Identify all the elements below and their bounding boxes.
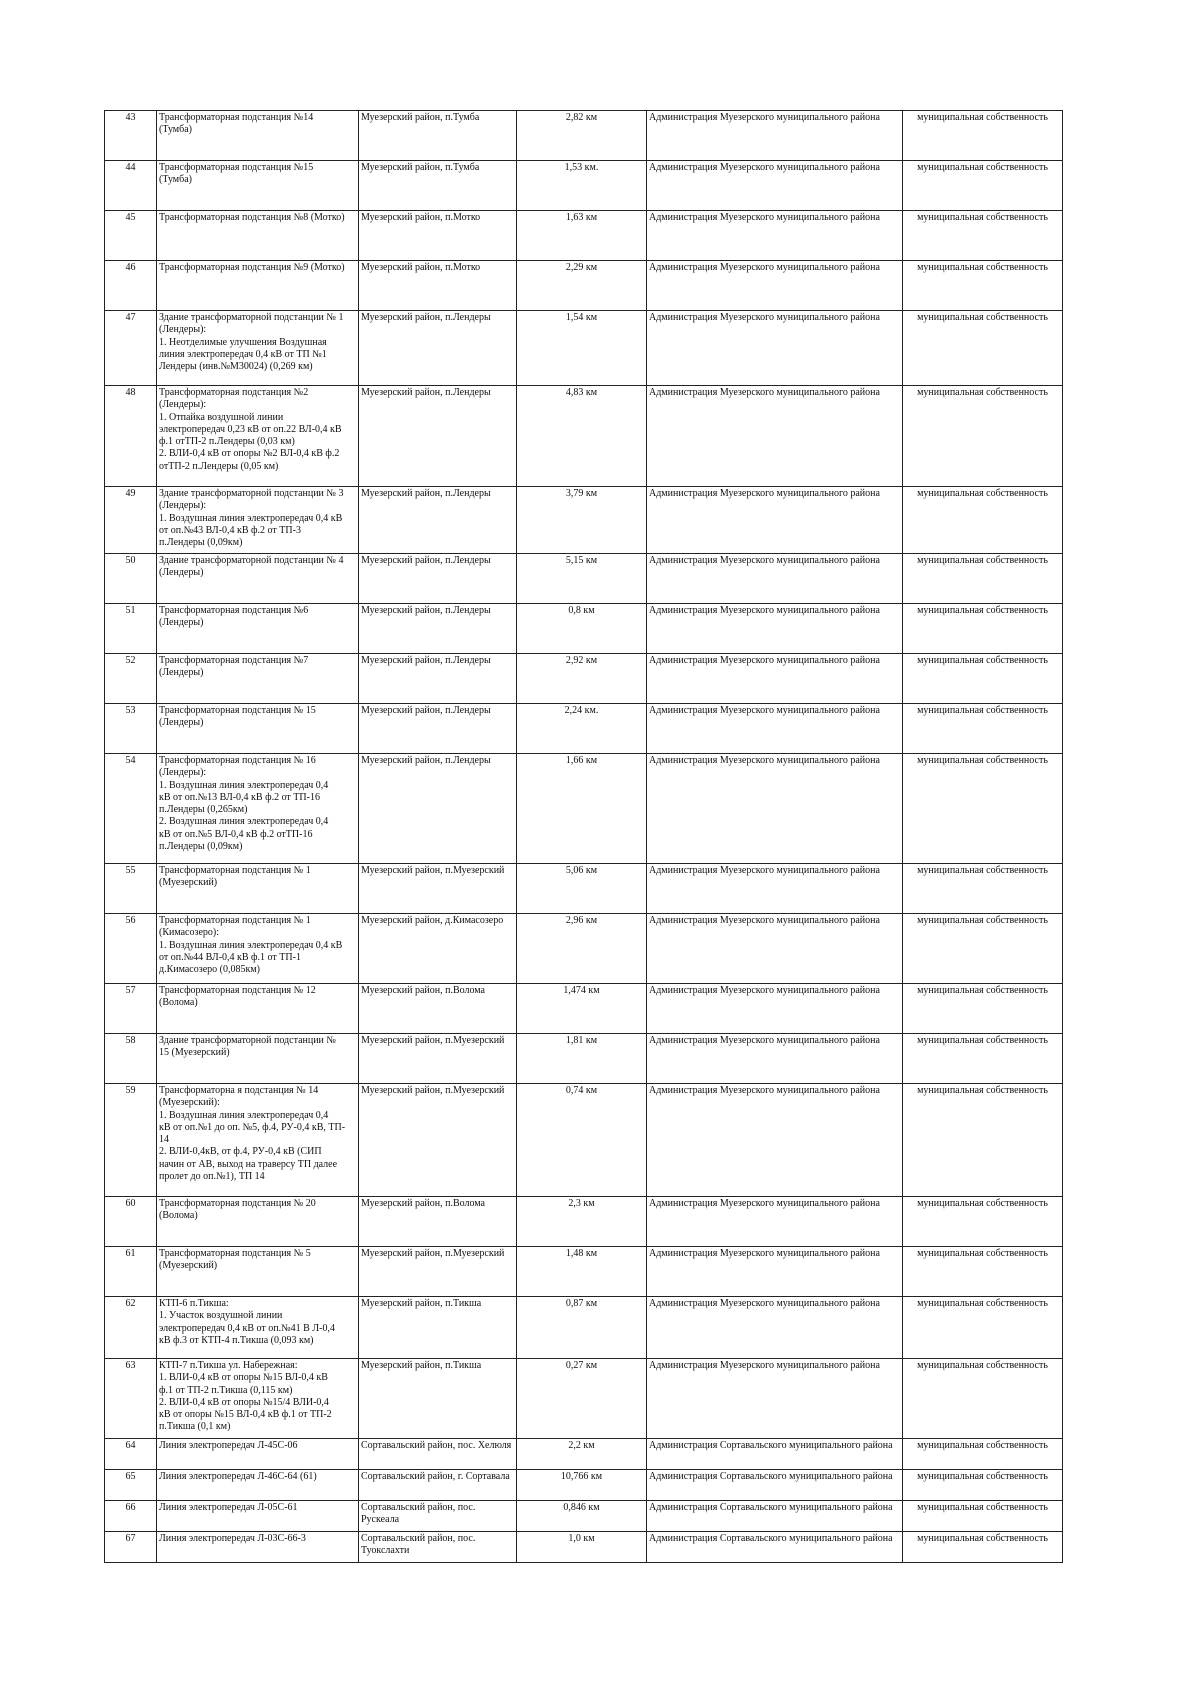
object-name-line: Линия электропередач Л-03С-66-3 bbox=[159, 1533, 306, 1544]
row-number: 45 bbox=[105, 211, 157, 261]
right-holder: Администрация Муезерского муниципального района bbox=[647, 914, 903, 984]
row-number: 58 bbox=[105, 1034, 157, 1084]
object-address: Муезерский район, п.Лендеры bbox=[359, 386, 517, 487]
object-name-line: 1. Участок воздушной линии bbox=[159, 1310, 283, 1322]
object-length: 2,82 км bbox=[517, 111, 647, 161]
object-name-line: (Муезерский) bbox=[159, 1260, 218, 1272]
object-address: Муезерский район, п.Лендеры bbox=[359, 754, 517, 864]
row-number: 46 bbox=[105, 261, 157, 311]
object-length: 1,53 км. bbox=[517, 161, 647, 211]
object-length: 2,24 км. bbox=[517, 704, 647, 754]
object-name-line: 2. ВЛИ-0,4 кВ от опоры №2 ВЛ-0,4 кВ ф.2 bbox=[159, 448, 340, 460]
object-length: 1,81 км bbox=[517, 1034, 647, 1084]
object-name bbox=[157, 161, 359, 211]
object-name-line: п.Лендеры (0,09км) bbox=[159, 537, 243, 549]
object-name bbox=[157, 984, 359, 1034]
object-name-line: 1. Воздушная линия электропередач 0,4 bbox=[159, 779, 329, 791]
row-number: 55 bbox=[105, 864, 157, 914]
object-name-line: кВ от оп.№1 до оп. №5, ф.4, РУ-0,4 кВ, ТП- bbox=[159, 1121, 346, 1133]
object-name-line: 2. Воздушная линия электропередач 0,4 bbox=[159, 816, 329, 828]
row-number: 52 bbox=[105, 654, 157, 704]
ownership-type: муниципальная собственность bbox=[903, 554, 1063, 604]
object-length: 1,474 км bbox=[517, 984, 647, 1034]
object-name-line: Здание трансформаторной подстанции № 4 bbox=[159, 555, 344, 566]
object-name-line: 2. ВЛИ-0,4кВ, от ф.4, РУ-0,4 кВ (СИП bbox=[159, 1146, 322, 1158]
object-address: Сортавальский район, пос. Туокслахти bbox=[359, 1532, 517, 1563]
object-name-line: Лендеры (инв.№М30024) (0,269 км) bbox=[159, 361, 313, 373]
object-name-line: (Муезерский): bbox=[159, 1097, 220, 1109]
object-name-line: (Лендеры) bbox=[159, 567, 204, 579]
table-row bbox=[105, 864, 1063, 914]
table-row bbox=[105, 211, 1063, 261]
row-number: 50 bbox=[105, 554, 157, 604]
object-length: 0,27 км bbox=[517, 1359, 647, 1439]
object-address: Муезерский район, п.Мотко bbox=[359, 261, 517, 311]
object-name-line: Трансформаторная подстанция № 15 bbox=[159, 705, 316, 716]
row-number: 48 bbox=[105, 386, 157, 487]
object-name-line: (Волома) bbox=[159, 997, 198, 1009]
table-row bbox=[105, 1247, 1063, 1297]
ownership-type: муниципальная собственность bbox=[903, 984, 1063, 1034]
object-address: Сортавальский район, пос. Рускеала bbox=[359, 1501, 517, 1532]
object-name-line: кВ от оп.№13 ВЛ-0,4 кВ ф.2 от ТП-16 bbox=[159, 791, 320, 803]
object-name-line: д.Кимасозеро (0,085км) bbox=[159, 964, 260, 976]
object-name-line: п.Лендеры (0,265км) bbox=[159, 804, 248, 816]
object-name bbox=[157, 864, 359, 914]
object-name-line: Трансформаторная подстанция №14 bbox=[159, 112, 314, 123]
object-length: 4,83 км bbox=[517, 386, 647, 487]
row-number: 57 bbox=[105, 984, 157, 1034]
right-holder: Администрация Муезерского муниципального района bbox=[647, 211, 903, 261]
object-name bbox=[157, 487, 359, 554]
table-row bbox=[105, 311, 1063, 386]
object-name bbox=[157, 211, 359, 261]
object-name bbox=[157, 1197, 359, 1247]
row-number: 67 bbox=[105, 1532, 157, 1563]
right-holder: Администрация Муезерского муниципального района bbox=[647, 864, 903, 914]
object-name bbox=[157, 111, 359, 161]
object-name-line: (Лендеры): bbox=[159, 324, 207, 336]
ownership-type: муниципальная собственность bbox=[903, 386, 1063, 487]
object-name-line: Линия электропередач Л-45С-06 bbox=[159, 1440, 298, 1451]
object-name bbox=[157, 1359, 359, 1439]
object-name bbox=[157, 554, 359, 604]
ownership-type: муниципальная собственность bbox=[903, 1297, 1063, 1359]
object-name-line: Линия электропередач Л-46С-64 (61) bbox=[159, 1471, 317, 1482]
object-address: Муезерский район, п.Лендеры bbox=[359, 654, 517, 704]
row-number: 51 bbox=[105, 604, 157, 654]
object-name-line: 1. Воздушная линия электропередач 0,4 bbox=[159, 1109, 329, 1121]
ownership-type: муниципальная собственность bbox=[903, 1501, 1063, 1532]
object-length: 2,29 км bbox=[517, 261, 647, 311]
table-row bbox=[105, 704, 1063, 754]
object-name-line: Трансформаторная подстанция №2 bbox=[159, 387, 309, 398]
object-name-line: Здание трансформаторной подстанции № 1 bbox=[159, 312, 344, 323]
ownership-type: муниципальная собственность bbox=[903, 261, 1063, 311]
row-number: 66 bbox=[105, 1501, 157, 1532]
table-row bbox=[105, 1197, 1063, 1247]
object-name bbox=[157, 604, 359, 654]
row-number: 65 bbox=[105, 1470, 157, 1501]
row-number: 47 bbox=[105, 311, 157, 386]
object-name-line: Линия электропередач Л-05С-61 bbox=[159, 1502, 298, 1513]
table-row bbox=[105, 1501, 1063, 1532]
table-row bbox=[105, 161, 1063, 211]
object-name-line: Здание трансформаторной подстанции № 3 bbox=[159, 488, 344, 499]
object-name-line: Трансформаторная подстанция № 12 bbox=[159, 985, 316, 996]
table-row bbox=[105, 604, 1063, 654]
ownership-type: муниципальная собственность bbox=[903, 1532, 1063, 1563]
object-name bbox=[157, 386, 359, 487]
object-address: Муезерский район, п.Волома bbox=[359, 1197, 517, 1247]
object-address: Муезерский район, п.Лендеры bbox=[359, 487, 517, 554]
object-name-line: ф.1 отТП-2 п.Лендеры (0,03 км) bbox=[159, 436, 295, 448]
row-number: 43 bbox=[105, 111, 157, 161]
right-holder: Администрация Муезерского муниципального района bbox=[647, 261, 903, 311]
object-name-line: п.Лендеры (0,09км) bbox=[159, 841, 243, 853]
object-name-line: (Кимасозеро): bbox=[159, 927, 219, 939]
object-length: 2,2 км bbox=[517, 1439, 647, 1470]
object-name-line: пролет до оп.№1), ТП 14 bbox=[159, 1171, 265, 1183]
object-length: 0,846 км bbox=[517, 1501, 647, 1532]
object-name bbox=[157, 261, 359, 311]
table-row bbox=[105, 111, 1063, 161]
object-name-line: 15 (Муезерский) bbox=[159, 1047, 230, 1059]
object-name-line: 1. Воздушная линия электропередач 0,4 кВ bbox=[159, 512, 343, 524]
ownership-type: муниципальная собственность bbox=[903, 1470, 1063, 1501]
right-holder: Администрация Муезерского муниципального района bbox=[647, 754, 903, 864]
ownership-type: муниципальная собственность bbox=[903, 487, 1063, 554]
object-length: 3,79 км bbox=[517, 487, 647, 554]
object-address: Муезерский район, п.Муезерский bbox=[359, 1084, 517, 1197]
object-name-line: Трансформаторная подстанция №15 bbox=[159, 162, 314, 173]
object-name-line: Трансформаторная подстанция № 5 bbox=[159, 1248, 311, 1259]
object-name-line: (Лендеры): bbox=[159, 767, 207, 779]
object-length: 1,0 км bbox=[517, 1532, 647, 1563]
row-number: 59 bbox=[105, 1084, 157, 1197]
object-name-line: кВ ф.3 от КТП-4 п.Тикша (0,093 км) bbox=[159, 1334, 314, 1346]
object-length: 10,766 км bbox=[517, 1470, 647, 1501]
object-length: 1,63 км bbox=[517, 211, 647, 261]
object-name bbox=[157, 311, 359, 386]
object-name bbox=[157, 1439, 359, 1470]
right-holder: Администрация Сортавальского муниципального района bbox=[647, 1532, 903, 1563]
object-name-line: от оп.№44 ВЛ-0,4 кВ ф.1 от ТП-1 bbox=[159, 951, 301, 963]
right-holder: Администрация Муезерского муниципального района bbox=[647, 311, 903, 386]
ownership-type: муниципальная собственность bbox=[903, 311, 1063, 386]
object-name bbox=[157, 1084, 359, 1197]
object-name bbox=[157, 704, 359, 754]
right-holder: Администрация Сортавальского муниципального района bbox=[647, 1470, 903, 1501]
right-holder: Администрация Муезерского муниципального района bbox=[647, 386, 903, 487]
object-name-line: Трансформаторная подстанция №6 bbox=[159, 605, 309, 616]
ownership-type: муниципальная собственность bbox=[903, 211, 1063, 261]
object-name-line: Трансформаторная подстанция №9 (Мотко) bbox=[159, 262, 345, 273]
table-row bbox=[105, 1532, 1063, 1563]
object-length: 5,06 км bbox=[517, 864, 647, 914]
property-registry-table bbox=[104, 110, 1063, 1563]
object-name-line: 1. Отпайка воздушной линии bbox=[159, 411, 284, 423]
object-address: Муезерский район, п.Лендеры bbox=[359, 604, 517, 654]
row-number: 54 bbox=[105, 754, 157, 864]
object-name-line: Трансформаторная подстанция № 1 bbox=[159, 915, 311, 926]
object-name-line: кВ от опоры №15 ВЛ-0,4 кВ ф.1 от ТП-2 bbox=[159, 1409, 332, 1421]
ownership-type: муниципальная собственность bbox=[903, 111, 1063, 161]
object-name-line: 1. ВЛИ-0,4 кВ от опоры №15 ВЛ-0,4 кВ bbox=[159, 1372, 328, 1384]
right-holder: Администрация Муезерского муниципального района bbox=[647, 487, 903, 554]
object-name-line: Трансформаторная подстанция № 1 bbox=[159, 865, 311, 876]
object-length: 1,54 км bbox=[517, 311, 647, 386]
object-name-line: КТП-7 п.Тикша ул. Набережная: bbox=[159, 1360, 298, 1371]
table-row bbox=[105, 1470, 1063, 1501]
ownership-type: муниципальная собственность bbox=[903, 704, 1063, 754]
object-name bbox=[157, 1470, 359, 1501]
object-length: 2,96 км bbox=[517, 914, 647, 984]
row-number: 60 bbox=[105, 1197, 157, 1247]
ownership-type: муниципальная собственность bbox=[903, 1034, 1063, 1084]
object-name-line: линия электропередач 0,4 кВ от ТП №1 bbox=[159, 348, 327, 360]
right-holder: Администрация Сортавальского муниципального района bbox=[647, 1501, 903, 1532]
right-holder: Администрация Муезерского муниципального района bbox=[647, 111, 903, 161]
right-holder: Администрация Муезерского муниципального района bbox=[647, 161, 903, 211]
ownership-type: муниципальная собственность bbox=[903, 1197, 1063, 1247]
object-name-line: Трансформаторная подстанция №7 bbox=[159, 655, 309, 666]
registry-body bbox=[105, 111, 1063, 1563]
object-name-line: (Тумба) bbox=[159, 124, 192, 136]
object-name-line: п.Тикша (0,1 км) bbox=[159, 1421, 231, 1433]
object-length: 1,66 км bbox=[517, 754, 647, 864]
table-row bbox=[105, 754, 1063, 864]
object-length: 1,48 км bbox=[517, 1247, 647, 1297]
table-row bbox=[105, 1034, 1063, 1084]
object-address: Муезерский район, п.Муезерский bbox=[359, 1034, 517, 1084]
object-address: Муезерский район, п.Тикша bbox=[359, 1359, 517, 1439]
table-row bbox=[105, 914, 1063, 984]
right-holder: Администрация Муезерского муниципального района bbox=[647, 1197, 903, 1247]
object-name-line: от оп.№43 ВЛ-0,4 кВ ф.2 от ТП-3 bbox=[159, 524, 301, 536]
right-holder: Администрация Муезерского муниципального района bbox=[647, 554, 903, 604]
row-number: 64 bbox=[105, 1439, 157, 1470]
object-name bbox=[157, 1532, 359, 1563]
object-name-line: 2. ВЛИ-0,4 кВ от опоры №15/4 ВЛИ-0,4 bbox=[159, 1396, 329, 1408]
object-name-line: КТП-6 п.Тикша: bbox=[159, 1298, 229, 1309]
object-length: 2,92 км bbox=[517, 654, 647, 704]
object-name-line: отТП-2 п.Лендеры (0,05 км) bbox=[159, 460, 279, 472]
object-name-line: Здание трансформаторной подстанции № bbox=[159, 1035, 336, 1046]
right-holder: Администрация Сортавальского муниципального района bbox=[647, 1439, 903, 1470]
object-name bbox=[157, 1501, 359, 1532]
object-name-line: 14 bbox=[159, 1134, 169, 1146]
table-row bbox=[105, 1439, 1063, 1470]
row-number: 53 bbox=[105, 704, 157, 754]
right-holder: Администрация Муезерского муниципального района bbox=[647, 984, 903, 1034]
object-name-line: ф.1 от ТП-2 п.Тикша (0,115 км) bbox=[159, 1384, 293, 1396]
object-name-line: начин от АВ, выход на траверсу ТП далее bbox=[159, 1158, 338, 1170]
object-name-line: Трансформаторная подстанция № 16 bbox=[159, 755, 316, 766]
right-holder: Администрация Муезерского муниципального района bbox=[647, 1084, 903, 1197]
object-name bbox=[157, 654, 359, 704]
object-length: 0,87 км bbox=[517, 1297, 647, 1359]
ownership-type: муниципальная собственность bbox=[903, 864, 1063, 914]
row-number: 49 bbox=[105, 487, 157, 554]
object-name-line: (Лендеры) bbox=[159, 667, 204, 679]
object-address: Муезерский район, п.Мотко bbox=[359, 211, 517, 261]
right-holder: Администрация Муезерского муниципального района bbox=[647, 654, 903, 704]
object-address: Муезерский район, п.Лендеры bbox=[359, 704, 517, 754]
object-address: Муезерский район, п.Муезерский bbox=[359, 864, 517, 914]
table-row bbox=[105, 1359, 1063, 1439]
right-holder: Администрация Муезерского муниципального района bbox=[647, 1297, 903, 1359]
object-name-line: (Лендеры): bbox=[159, 399, 207, 411]
object-name-line: электропередач 0,4 кВ от оп.№41 В Л-0,4 bbox=[159, 1322, 335, 1334]
object-address: Муезерский район, п.Лендеры bbox=[359, 554, 517, 604]
object-name bbox=[157, 1247, 359, 1297]
object-name bbox=[157, 1297, 359, 1359]
ownership-type: муниципальная собственность bbox=[903, 1439, 1063, 1470]
object-address: Муезерский район, п.Лендеры bbox=[359, 311, 517, 386]
object-name-line: (Лендеры): bbox=[159, 500, 207, 512]
object-address: Сортавальский район, г. Сортавала bbox=[359, 1470, 517, 1501]
ownership-type: муниципальная собственность bbox=[903, 914, 1063, 984]
right-holder: Администрация Муезерского муниципального района bbox=[647, 1034, 903, 1084]
table-row bbox=[105, 386, 1063, 487]
object-name-line: (Волома) bbox=[159, 1210, 198, 1222]
object-name-line: 1. Воздушная линия электропередач 0,4 кВ bbox=[159, 939, 343, 951]
object-address: Муезерский район, д.Кимасозеро bbox=[359, 914, 517, 984]
table-row bbox=[105, 554, 1063, 604]
row-number: 56 bbox=[105, 914, 157, 984]
object-name-line: (Лендеры) bbox=[159, 717, 204, 729]
right-holder: Администрация Муезерского муниципального района bbox=[647, 704, 903, 754]
ownership-type: муниципальная собственность bbox=[903, 654, 1063, 704]
object-address: Сортавальский район, пос. Хелюля bbox=[359, 1439, 517, 1470]
object-name-line: (Лендеры) bbox=[159, 617, 204, 629]
row-number: 63 bbox=[105, 1359, 157, 1439]
object-name bbox=[157, 914, 359, 984]
object-name-line: кВ от оп.№5 ВЛ-0,4 кВ ф.2 отТП-16 bbox=[159, 828, 313, 840]
ownership-type: муниципальная собственность bbox=[903, 1084, 1063, 1197]
object-address: Муезерский район, п.Тумба bbox=[359, 111, 517, 161]
object-name-line: Трансформаторная подстанция №8 (Мотко) bbox=[159, 212, 345, 223]
object-length: 0,8 км bbox=[517, 604, 647, 654]
row-number: 44 bbox=[105, 161, 157, 211]
object-name-line: Трансформаторна я подстанция № 14 bbox=[159, 1085, 319, 1096]
object-address: Муезерский район, п.Муезерский bbox=[359, 1247, 517, 1297]
object-length: 5,15 км bbox=[517, 554, 647, 604]
object-name-line: 1. Неотделимые улучшения Воздушная bbox=[159, 336, 327, 348]
table-row bbox=[105, 654, 1063, 704]
object-address: Муезерский район, п.Волома bbox=[359, 984, 517, 1034]
ownership-type: муниципальная собственность bbox=[903, 754, 1063, 864]
ownership-type: муниципальная собственность bbox=[903, 604, 1063, 654]
table-row bbox=[105, 261, 1063, 311]
ownership-type: муниципальная собственность bbox=[903, 1247, 1063, 1297]
object-name-line: электропередач 0,23 кВ от оп.22 ВЛ-0,4 кВ bbox=[159, 423, 342, 435]
row-number: 62 bbox=[105, 1297, 157, 1359]
ownership-type: муниципальная собственность bbox=[903, 161, 1063, 211]
object-length: 0,74 км bbox=[517, 1084, 647, 1197]
object-name-line: (Муезерский) bbox=[159, 877, 218, 889]
object-name-line: (Тумба) bbox=[159, 174, 192, 186]
ownership-type: муниципальная собственность bbox=[903, 1359, 1063, 1439]
object-length: 2,3 км bbox=[517, 1197, 647, 1247]
table-row bbox=[105, 1084, 1063, 1197]
table-row bbox=[105, 487, 1063, 554]
right-holder: Администрация Муезерского муниципального района bbox=[647, 1247, 903, 1297]
row-number: 61 bbox=[105, 1247, 157, 1297]
right-holder: Администрация Муезерского муниципального района bbox=[647, 604, 903, 654]
object-address: Муезерский район, п.Тумба bbox=[359, 161, 517, 211]
table-row bbox=[105, 1297, 1063, 1359]
object-name bbox=[157, 1034, 359, 1084]
object-name-line: Трансформаторная подстанция № 20 bbox=[159, 1198, 316, 1209]
right-holder: Администрация Муезерского муниципального района bbox=[647, 1359, 903, 1439]
table-row bbox=[105, 984, 1063, 1034]
object-address: Муезерский район, п.Тикша bbox=[359, 1297, 517, 1359]
object-name bbox=[157, 754, 359, 864]
